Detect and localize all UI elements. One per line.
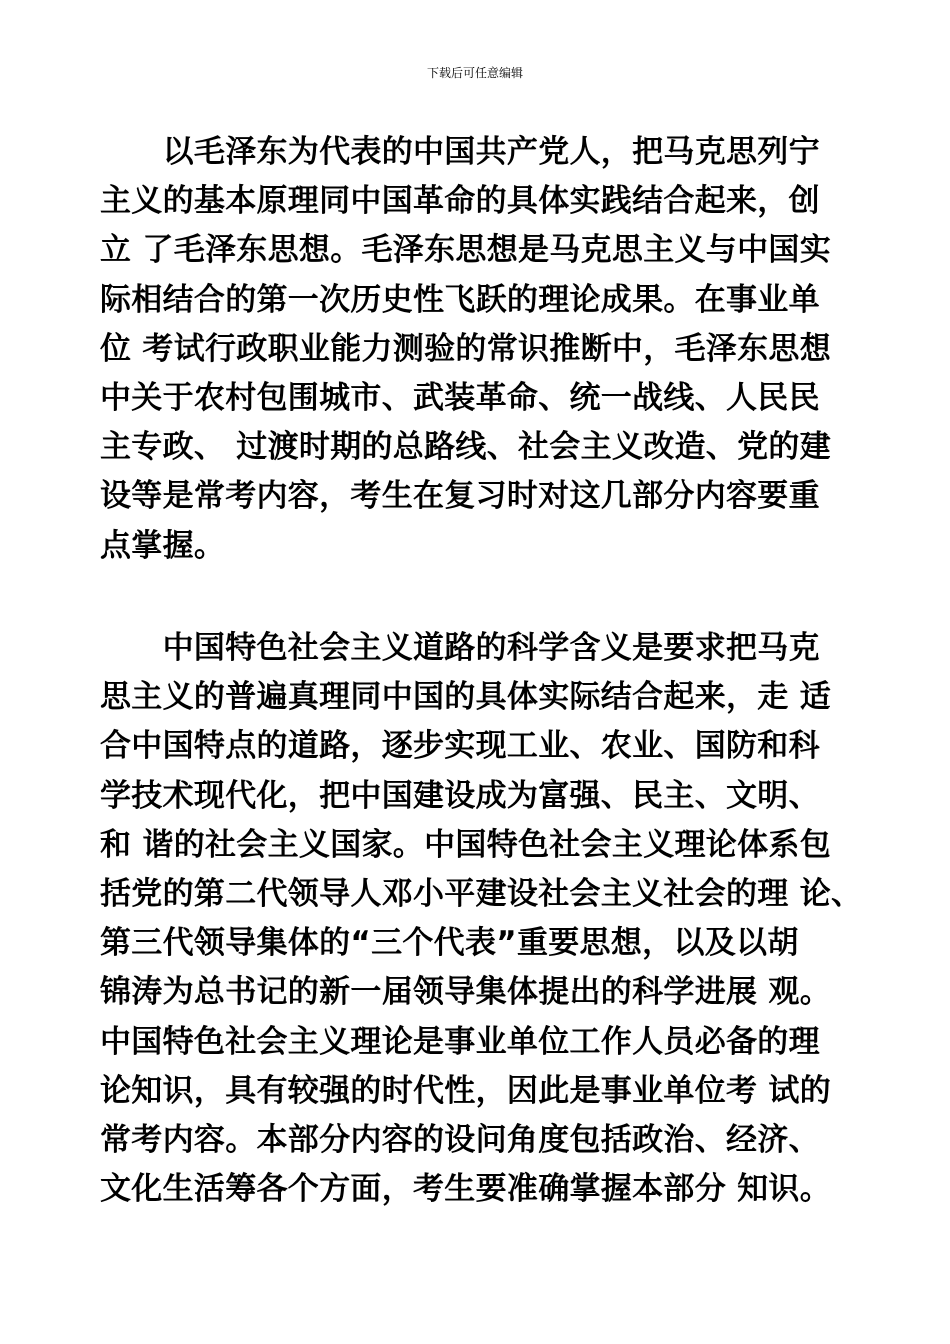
paragraph-line: 中国特色社会主义道路的科学含义是要求把马克 [100, 630, 820, 666]
page-header: 下载后可任意编辑 [426, 66, 523, 80]
paragraph-line: 学技术现代化，把中国建设成为富强、民主、文明、 [100, 777, 820, 814]
paragraph-line: 文化生活筹各个方面，考生要准确掌握本部分 知识。 [100, 1171, 831, 1208]
paragraph-line: 主义的基本原理同中国革命的具体实践结合起来，创 [100, 183, 820, 220]
paragraph-line: 思主义的普遍真理同中国的具体实际结合起来，走 适 [100, 679, 831, 716]
paragraph-line: 中国特色社会主义理论是事业单位工作人员必备的理 [100, 1023, 820, 1060]
paragraph-line: 位 考试行政职业能力测验的常识推断中，毛泽东思想 [100, 330, 831, 367]
paragraph-line: 第三代领导集体的“三个代表”重要思想，以及以胡 [100, 925, 799, 962]
paragraph-line: 括党的第二代领导人邓小平建设社会主义社会的理 论、 [100, 875, 863, 912]
paragraph-line: 主专政、 过渡时期的总路线、社会主义改造、党的建 [100, 429, 831, 466]
paragraph-line: 点掌握。 [100, 527, 226, 564]
paragraph-line: 立 了毛泽东思想。毛泽东思想是马克思主义与中国实 [100, 232, 831, 269]
paragraph-line: 锦涛为总书记的新一届领导集体提出的科学进展 观。 [100, 974, 831, 1011]
paragraph-1 [100, 128, 855, 571]
paragraph-line: 和 谐的社会主义国家。中国特色社会主义理论体系包 [100, 826, 831, 863]
paragraph-2 [100, 624, 863, 1214]
paragraph-line: 际相结合的第一次历史性飞跃的理论成果。在事业单 [100, 281, 820, 318]
paragraph-line: 论知识，具有较强的时代性，因此是事业单位考 试的 [100, 1072, 831, 1109]
paragraph-line: 中关于农村包围城市、武装革命、统一战线、人民民 [100, 379, 820, 416]
paragraph-line: 设等是常考内容，考生在复习时对这几部分内容要重 [100, 478, 820, 515]
paragraph-line: 以毛泽东为代表的中国共产党人，把马克思列宁 [100, 134, 820, 170]
paragraph-line: 常考内容。本部分内容的设问角度包括政治、经济、 [100, 1121, 820, 1158]
paragraph-line: 合中国特点的道路，逐步实现工业、农业、国防和科 [100, 728, 820, 765]
